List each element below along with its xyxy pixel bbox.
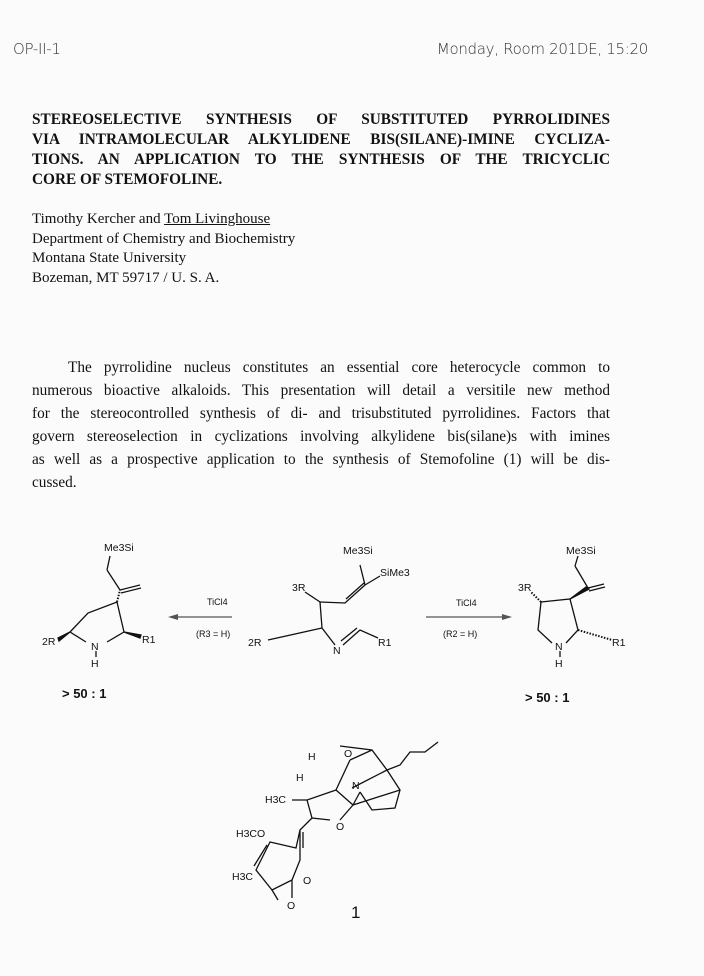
abstract-line: for the stereocontrolled synthesis of di- and trisubstituted pyrrolidines. Factors that [32, 405, 610, 422]
oxygen-label: O [303, 875, 312, 887]
left-reaction-arrow [168, 614, 232, 620]
hydrogen-label: H [296, 772, 304, 784]
title-line: VIA INTRAMOLECULAR ALKYLIDENE BIS(SILANE)-IMINE CYCLIZA- [32, 131, 610, 148]
abstract-line: numerous bioactive alkaloids. This presentation will detail a versitile new method [32, 382, 610, 399]
oxygen-label: O [336, 821, 345, 833]
r1-label: R1 [142, 634, 156, 646]
wedge-bond [58, 632, 70, 641]
left-product-bonds [70, 556, 141, 657]
nitrogen-label: N [333, 645, 341, 657]
author-2-presenter: Tom Livinghouse [164, 211, 271, 227]
r1-label: R1 [612, 637, 626, 649]
abstract-code: OP-II-1 [13, 40, 61, 58]
address: Bozeman, MT 59717 / U. S. A. [32, 269, 220, 286]
author-1: Timothy Kercher and [32, 211, 165, 227]
compound-number: 1 [351, 903, 361, 922]
methyl-label: H3C [232, 871, 254, 883]
substrate-bonds [268, 565, 380, 645]
silyl-label: Me3Si [566, 545, 596, 557]
r2-label: 2R [42, 636, 56, 648]
nitrogen-label: N [91, 641, 99, 653]
hydrogen-label: H [555, 658, 563, 670]
methyl-label: H3C [265, 794, 287, 806]
nitrogen-label: N [555, 641, 563, 653]
right-product-bonds [531, 556, 612, 657]
title-line: STEREOSELECTIVE SYNTHESIS OF SUBSTITUTED PYRROLIDINES [32, 111, 610, 128]
abstract-line: as well as a prospective application to the synthesis of Stemofoline (1) will be dis- [32, 451, 610, 468]
abstract-line: The pyrrolidine nucleus constitutes an essential core heterocycle common to [68, 359, 610, 376]
reagent-label: TiCl4 [456, 598, 477, 608]
title-line: TIONS. AN APPLICATION TO THE SYNTHESIS OF THE TRICYCLIC [32, 151, 610, 168]
university: Montana State University [32, 250, 187, 266]
right-reaction-arrow [426, 614, 512, 620]
oxygen-label: O [344, 748, 353, 760]
carbonyl-oxygen-label: O [287, 900, 296, 912]
r3-label: 3R [292, 582, 306, 594]
abstract-line: cussed. [32, 474, 77, 491]
nitrogen-label: N [352, 780, 360, 792]
methoxy-label: H3CO [236, 828, 266, 840]
hydrogen-label: H [91, 658, 99, 670]
condition-label: (R3 = H) [196, 629, 231, 639]
reagent-label: TiCl4 [207, 597, 228, 607]
selectivity-ratio-left: > 50 : 1 [62, 686, 107, 701]
department: Department of Chemistry and Biochemistry [32, 230, 296, 247]
r2-label: 2R [248, 637, 262, 649]
selectivity-ratio-right: > 50 : 1 [525, 690, 570, 705]
stemofoline-bonds [254, 742, 438, 900]
session-info: Monday, Room 201DE, 15:20 [436, 40, 648, 58]
silyl-label: Me3Si [343, 545, 373, 557]
abstract-line: govern stereoselection in cyclizations involving alkylidene bis(silane)s with imines [32, 428, 610, 445]
hydrogen-label: H [308, 751, 316, 763]
condition-label: (R2 = H) [443, 629, 478, 639]
title-line: CORE OF STEMOFOLINE. [32, 171, 223, 188]
wedge-bond [570, 587, 589, 599]
silyl-label: SiMe3 [380, 567, 410, 579]
silyl-label: Me3Si [104, 542, 134, 554]
r3-label: 3R [518, 582, 532, 594]
r1-label: R1 [378, 637, 392, 649]
wedge-bond [124, 632, 141, 638]
